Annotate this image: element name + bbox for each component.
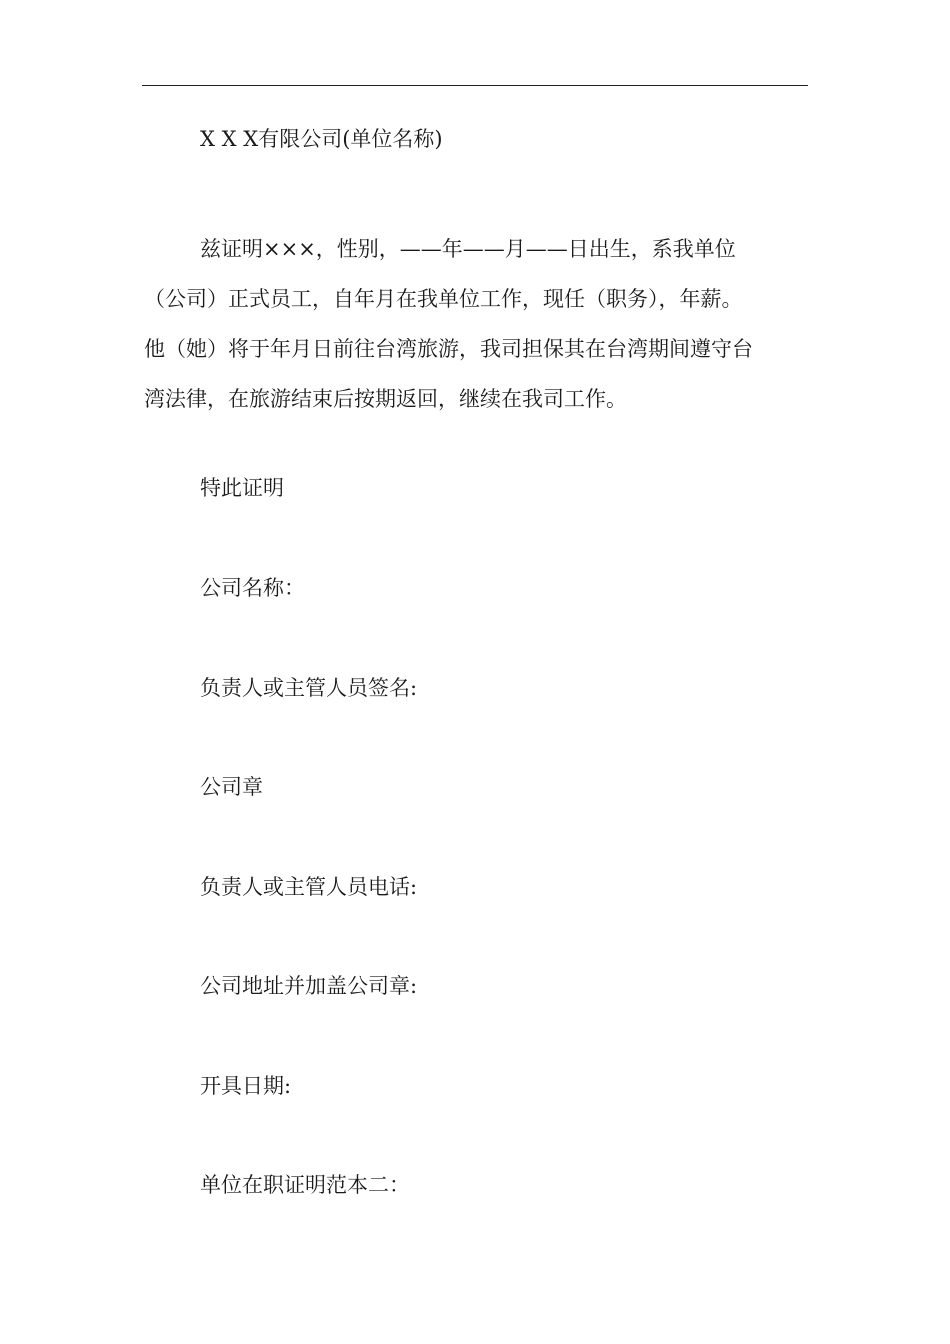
body-line-1: 兹证明×××，性别，——年——月——日出生，系我单位 xyxy=(200,237,736,261)
field-company-name: 公司名称： xyxy=(200,576,305,600)
field-issue-date: 开具日期: xyxy=(200,1074,292,1098)
body-line-3: 他（她）将于年月日前往台湾旅游，我司担保其在台湾期间遵守台 xyxy=(144,337,753,361)
next-section-heading: 单位在职证明范本二： xyxy=(200,1173,410,1197)
field-phone: 负责人或主管人员电话: xyxy=(200,875,418,899)
body-line-4: 湾法律，在旅游结束后按期返回，继续在我司工作。 xyxy=(144,387,627,411)
certificate-body xyxy=(144,224,794,424)
header-rule xyxy=(142,85,808,86)
field-address-seal: 公司地址并加盖公司章: xyxy=(200,974,418,998)
field-signature: 负责人或主管人员签名: xyxy=(200,676,418,700)
company-heading: X X X有限公司(单位名称) xyxy=(200,127,443,151)
closing-text: 特此证明 xyxy=(200,476,284,500)
field-company-seal: 公司章 xyxy=(200,775,263,799)
body-line-2: （公司）正式员工，自年月在我单位工作，现任（职务），年薪。 xyxy=(144,287,743,311)
